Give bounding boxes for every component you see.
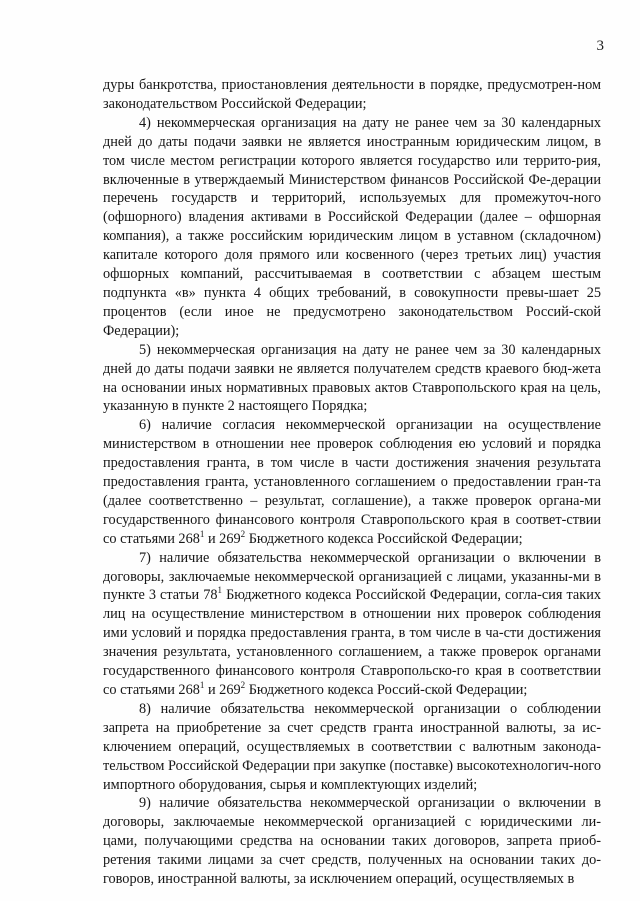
paragraph-text: Бюджетного кодекса Российской Федерации; (245, 530, 523, 547)
paragraph-text: 6) наличие согласия некоммерческой организации на осуществление министерством в отношении нее проверок соблюдения ею условий и порядка предоставления гранта, в том числе в части достижения значения результата предоставления гранта, установленного соглашением о предоставлении гран-та (далее соответственно – результат, соглашение), а также проверок органа-ми государственного финансового контроля Ставропольского края в соответ-ствии со статьями 268 (103, 417, 601, 547)
superscript: 2 (240, 528, 246, 539)
paragraph-p5 (103, 341, 601, 417)
paragraph-text: 8) наличие обязательства некоммерческой организации о соблюдении запрета на приобретение за счет средств гранта иностранной валюты, за ис-ключением операций, осуществляемых в соответствии с валютным законода-тельством Российской Федерации при закупке (поставке) высокотехнологич-ного импортного оборудования, сырья и комплектующих изделий; (103, 700, 601, 793)
paragraph-p7 (103, 549, 601, 700)
paragraph-text: и 269 (204, 530, 241, 547)
paragraph-text: Бюджетного кодекса Российской Федерации, согла-сия таких лиц на осуществление министерством в отношении них проверок соблюдения ими условий и порядка предоставления гранта, в том числе в ча-сти достижения значения результата, установленного соглашением, а также проверок органами государственного финансового контроля Ставропольско-го края в соответствии со статьями 268 (103, 587, 601, 698)
paragraph-text: 7) наличие обязательства некоммерческой организации о включении в договоры, заключаемые некоммерческой организацией с лицами, указанны-ми в пункте 3 статьи 78 (103, 549, 601, 604)
paragraph-text: дуры банкротства, приостановления деятельности в порядке, предусмотрен-ном законодательством Российской Федерации; (103, 77, 601, 112)
superscript: 1 (199, 680, 205, 691)
paragraph-text: и 269 (204, 682, 241, 698)
paragraph-p0 (103, 76, 601, 114)
page-number: 3 (596, 38, 604, 54)
paragraph-text: Бюджетного кодекса Россий-ской Федерации; (245, 682, 528, 698)
document-body (103, 76, 601, 889)
paragraph-p8 (103, 700, 601, 795)
paragraph-p4 (103, 114, 601, 341)
paragraph-text: 5) некоммерческая организация на дату не ранее чем за 30 календарных дней до даты подачи заявки не является получателем средств краевого бюд-жета на основании иных нормативных правовых актов Ставропольского края на цель, указанную в пункте 2 настоящего Порядка; (103, 341, 601, 415)
superscript: 1 (199, 528, 205, 539)
superscript: 1 (217, 585, 223, 596)
paragraph-text: 4) некоммерческая организация на дату не ранее чем за 30 календарных дней до даты подачи заявки не является иностранным юридическим лицом, в том числе местом регистрации которого является государство или террито-рия, включенные в утверждаемый Министерством финансов Российской Фе-дерации перечень государств и территорий, используемых для промежуточ-ного (офшорного) владения активами в Российской Федерации (далее – офшорная компания), а также российским юридическим лицом в уставном (складочном) капитале которого доля прямого или косвенного (через третьих лиц) участия офшорных компаний, рассчитываемая в соответствии с абзацем шестым подпункта «в» пункта 4 общих требований, в совокупности превы-шает 25 процентов (если иное не предусмотрено законодательством Россий-ской Федерации); (103, 114, 601, 339)
paragraph-text: 9) наличие обязательства некоммерческой организации о включении в договоры, заключаемые некоммерческой организацией с юридическими ли-цами, получающими средства на основании таких договоров, запрета приоб-ретения такими лицами за счет средств, полученных на основании таких до-говоров, иностранной валюты, за исключением операций, осуществляемых в (103, 795, 601, 888)
paragraph-p9 (103, 794, 601, 889)
paragraph-p6 (103, 416, 601, 548)
superscript: 2 (240, 680, 246, 691)
